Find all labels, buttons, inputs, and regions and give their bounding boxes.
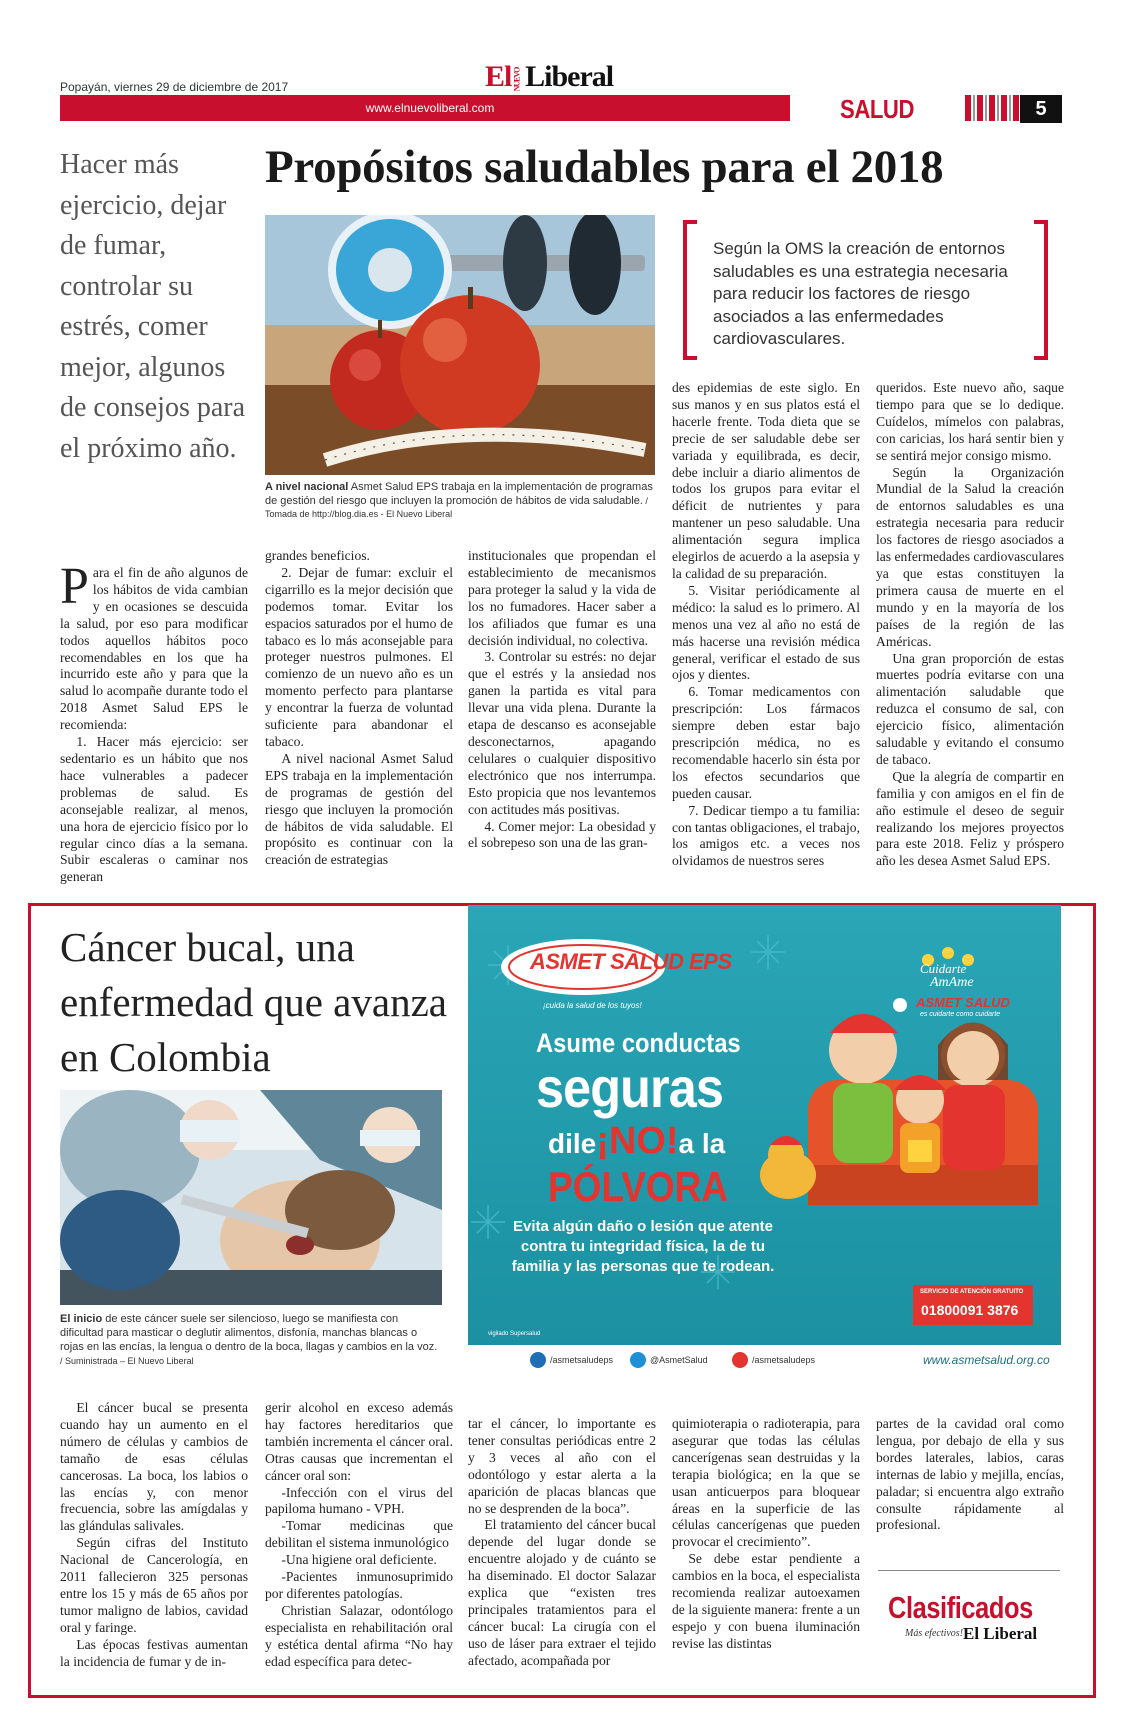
paragraph: 6. Tomar medicamentos con prescripción: Los fármacos siempre deben estar bajo prescripción médica, no es recomendable hacerlo sin ésta por los efectos secundarios que pueden causar. — [672, 684, 860, 801]
paragraph: A nivel nacional Asmet Salud EPS trabaja en la implementación de programas de gestión del riesgo que incluyen la promoción de hábitos de vida saludable. El propósito es continuar con la creación de estrategias — [265, 750, 453, 868]
caption-text: Asmet Salud EPS trabaja en la implementación de programas de gestión del riesgo que incluyen la promoción de hábitos de vida saludable. — [265, 481, 653, 507]
decorative-stripes — [965, 95, 1025, 121]
photo-caption — [60, 1312, 442, 1368]
paragraph: -Una higiene oral deficiente. — [281, 1552, 437, 1568]
paragraph: -Infección con el virus del papiloma humano - VPH. — [265, 1484, 453, 1517]
ad-twitter[interactable]: @AsmetSalud — [650, 1355, 708, 1365]
page-number: 5 — [1020, 95, 1062, 123]
ad-vigilado: vigilado Supersalud — [488, 1331, 541, 1337]
twitter-icon — [630, 1352, 646, 1368]
ad-facebook[interactable]: /asmetsaludeps — [550, 1355, 614, 1365]
badge-tagline: es cuidarte como cuidarte — [920, 1011, 1001, 1018]
caption-text: de este cáncer suele ser silencioso, luego se manifiesta con dificultad para masticar o deglutir alimentos, disfonía, manchas blancas o rojas en las encías, la lengua o dentro de la boca, llagas y cambios en la voz. — [60, 1313, 438, 1353]
article1-column-2 — [265, 548, 453, 869]
paragraph: -Tomar medicinas que debilitan el sistema inmunológico — [265, 1518, 453, 1551]
caption-lead: El inicio — [60, 1313, 103, 1325]
paragraph: grandes beneficios. — [265, 548, 370, 563]
ad-dile: dile — [548, 1128, 597, 1159]
paragraph: Las épocas festivas aumentan la incidencia de fumar y de in- — [60, 1636, 248, 1669]
article2-column-1 — [60, 1400, 248, 1671]
paragraph: queridos. Este nuevo año, saque tiempo para que se lo dedique. Cuídelos, mímelos con palabras, con caricias, los hará sentir bien y se sentirá mejor consigo mismo. — [876, 380, 1064, 463]
paragraph: institucionales que propendan el establecimiento de mecanismos para proteger la salud y la vida de los no fumadores. Hacer saber a los afiliados que fumar es una decisión individual, no colectiva. — [468, 548, 656, 648]
paragraph: 3. Controlar su estrés: no dejar que el estrés y la ansiedad nos ganen la partida es vital para llevar una vida plena. Durante la etapa de descanso es aconsejable desconectarnos, apagando celulares o cualquier dispositivo electrónico que nos interrumpa. Esto propicia que nos levantemos con actitudes más positivas. — [468, 649, 656, 817]
caption-lead: A nivel nacional — [265, 481, 349, 493]
bracket-right — [1034, 220, 1048, 360]
article1-column-1 — [60, 558, 248, 886]
paragraph: quimioterapia o radioterapia, para asegurar que todas las células cancerígenas sean destruidas y la terapia biológica; en la que se usan anticuerpos para bloquear áreas en la superficie de las células cancerígenas que pueden provocar el crecimiento”. — [672, 1416, 860, 1550]
ad-ala: a la — [678, 1128, 726, 1159]
article1-column-4 — [672, 380, 860, 870]
apple-dumbbell-illustration — [265, 215, 655, 475]
ad-line2: seguras — [536, 1056, 724, 1119]
ad-brand: ASMET SALUD EPS — [530, 949, 732, 974]
caption-credit: / Suministrada – El Nuevo Liberal — [60, 1356, 194, 1366]
article2-column-4 — [672, 1416, 860, 1653]
article1-column-3 — [468, 548, 656, 852]
badge-line1: Cuidarte — [920, 961, 967, 976]
site-url: www.elnuevoliberal.com — [365, 101, 495, 115]
issue-date: Popayán, viernes 29 de diciembre de 2017 — [60, 80, 289, 94]
ad-website[interactable]: www.asmetsalud.org.co — [923, 1353, 1050, 1367]
article2-column-2 — [265, 1400, 453, 1671]
caption-credit: / Tomada de http://blog.dia.es - El Nuevo Liberal — [265, 495, 648, 519]
ad-line4: PÓLVORA — [548, 1163, 729, 1210]
paragraph: Que la alegría de compartir en familia y con amigos en el fin de año estimule el deseo de seguir realizando los mejores proyectos para este 2018. Feliz y próspero año les desea Asmet Salud EPS. — [876, 768, 1064, 869]
paragraph: partes de la cavidad oral como lengua, por debajo de ella y sus bordes laterales, labios, caras internas de labio y mejilla, encías, paladar; si encuentra algo extraño consulte rápidamente al profesional. — [876, 1416, 1064, 1533]
classifieds-logo: El Liberal — [963, 1624, 1038, 1643]
paragraph: 2. Dejar de fumar: excluir el cigarrillo es la mejor decisión que podemos tomar. Evitar los espacios saturados por el humo de tabaco es lo más aconsejable para proteger nuestros pulmones. El comienzo de un nuevo año es un momento perfecto para plantarse y encontrar la fuerza de voluntad suficiente para abandonar el tabaco. — [265, 564, 453, 749]
article1-column-5 — [876, 380, 1064, 870]
paragraph: El tratamiento del cáncer bucal depende del lugar donde se encuentre alojado y de cuánto se ha diseminado. El doctor Salazar explica que “existen tres principales tratamientos para el cáncer bucal: La cirugía con el uso de láser para extraer el tejido afectado, acompañada por — [468, 1517, 656, 1668]
paragraph: El cáncer bucal se presenta cuando hay un aumento en el número de células y cambios de tamaño de esas células cancerosas. La boca, los labios o las encías y, con menor frecuencia, sobre las amígdalas y las glándulas salivales. — [60, 1400, 248, 1534]
article2-headline: Cáncer bucal, una enfermedad que avanza en Colombia — [60, 924, 447, 1080]
classifieds-slogan: Más efectivos! — [905, 1628, 964, 1639]
paragraph: 7. Dedicar tiempo a tu familia: con tantas obligaciones, el trabajo, los amigos etc. a veces nos olvidamos de nuestros seres — [672, 802, 860, 869]
article-headline: Propósitos saludables para el 2018 — [265, 141, 944, 193]
paragraph: des epidemias de este siglo. En sus manos y en sus platos está el hacerle frente. Toda dieta que se precie de ser saludable debe ser variada y equilibrada, es decir, debe incluir a diario alimentos de todos los grupos para evitar el déficit de nutrientes y para mantener un peso saludable. Una alimentación segura implica elegirlos de acuerdo a la asepsia y la calidad de su preparación. — [672, 380, 860, 581]
badge-line2: AmAme — [930, 975, 974, 990]
ad-youtube[interactable]: /asmetsaludeps — [752, 1355, 816, 1365]
paragraph: Según cifras del Instituto Nacional de Cancerología, en 2011 fallecieron 325 personas entre los 15 y más de 65 años por tumor maligno de labios, cavidad oral y faringe. — [60, 1535, 248, 1635]
paragraph: -Pacientes inmunosuprimido por diferentes patologías. — [265, 1569, 453, 1601]
asmet-salud-ad — [468, 905, 1061, 1375]
divider — [878, 1570, 1060, 1571]
article-intro: Hacer más ejercicio, dejar de fumar, controlar su estrés, comer mejor, algunos de consejos para el próximo año. — [60, 149, 246, 464]
facebook-icon — [530, 1352, 546, 1368]
paragraph: ara el fin de año algunos de los hábitos de vida cambian y en ocasiones se descuida la salud, por eso para modificar todos aquellos hábitos poco recomendables en los que ha incurrido este año y para que la salud lo acompañe durante todo el 2018 Asmet Salud EPS le recomienda: — [60, 565, 248, 733]
dental-exam-illustration — [60, 1090, 442, 1305]
fitness-photo — [265, 215, 655, 475]
paragraph: 5. Visitar periódicamente al médico: la salud es lo primero. Al menos una vez al año no está de más hacerse una revisión médica general, verificar el estado de sus ojos y dientes. — [672, 582, 860, 683]
article2-column-3 — [468, 1416, 656, 1670]
paragraph: 4. Comer mejor: La obesidad y el sobrepeso son una de las gran- — [468, 818, 656, 851]
logo-liberal: Liberal — [525, 60, 614, 93]
dentist-photo — [60, 1090, 442, 1305]
newspaper-logo — [485, 60, 613, 94]
ad-no: ¡NO! — [596, 1120, 679, 1162]
classifieds-title[interactable]: Clasificados — [888, 1590, 1033, 1625]
paragraph: gerir alcohol en exceso además hay factores hereditarios que también incrementa el cáncer oral. Otras causas que incrementan el cáncer oral son: — [265, 1400, 453, 1483]
youtube-icon — [732, 1352, 748, 1368]
paragraph: Christian Salazar, odontólogo especialista en rehabilitación oral y estética dental afirma “No hay edad específica para detec- — [265, 1602, 453, 1669]
section-title: SALUD — [840, 94, 915, 124]
paragraph: Una gran proporción de estas muertes podría evitarse con una alimentación saludable que reduzca el consumo de sal, con ejercicio físico, alimentación saludable y evitando el consumo de tabaco. — [876, 650, 1064, 767]
ad-tagline: ¡cuida la salud de los tuyos! — [543, 1001, 642, 1010]
logo-el: El — [485, 60, 512, 93]
pull-quote — [683, 220, 1048, 360]
ad-body: Evita algún daño o lesión que atente contra tu integridad física, la de tu familia y las personas que te rodean. — [511, 1218, 775, 1275]
logo-nuevo: NUEVO — [512, 67, 522, 91]
ad-line1: Asume conductas — [536, 1028, 741, 1058]
photo-caption — [265, 481, 655, 522]
ad-phone[interactable]: 01800091 3876 — [921, 1302, 1019, 1318]
badge-brand: ASMET SALUD — [916, 995, 1010, 1010]
drop-cap: P — [60, 558, 89, 615]
ad-service-label: SERVICIO DE ATENCIÓN GRATUITO — [920, 1289, 1024, 1295]
article2-column-5 — [876, 1416, 1064, 1534]
paragraph: 1. Hacer más ejercicio: ser sedentario es un hábito que nos hace vulnerables a padecer problemas de salud. Es aconsejable realizar, al menos, una hora de ejercicio físico por lo regular cinco días a la semana. Subir escaleras o caminar nos generan — [60, 734, 248, 885]
paragraph: tar el cáncer, lo importante es tener consultas periódicas entre 2 y 3 veces al año con el odontólogo y estar alerta a la aparición de placas blancas que no se desprenden de la boca”. — [468, 1416, 656, 1516]
bracket-left — [683, 220, 697, 360]
ad-line3 — [548, 1120, 725, 1163]
paragraph: Según la Organización Mundial de la Salud la creación de entornos saludables es una estrategia necesaria para reducir los factores de riesgo asociados a las enfermedades cardiovasculares ya que estas constituyen la primera causa de muerte en el mundo y en la mayoría de los países de la región de las Américas. — [876, 464, 1064, 649]
paragraph: Se debe estar pendiente a cambios en la boca, el especialista recomienda realizar autoexamen de la siguiente manera: frente a un espejo y con buena iluminación revise las distintas — [672, 1551, 860, 1651]
pull-quote-text: Según la OMS la creación de entornos saludables es una estrategia necesaria para reducir los factores de riesgo asociados a las enfermedades cardiovasculares. — [713, 239, 1008, 348]
